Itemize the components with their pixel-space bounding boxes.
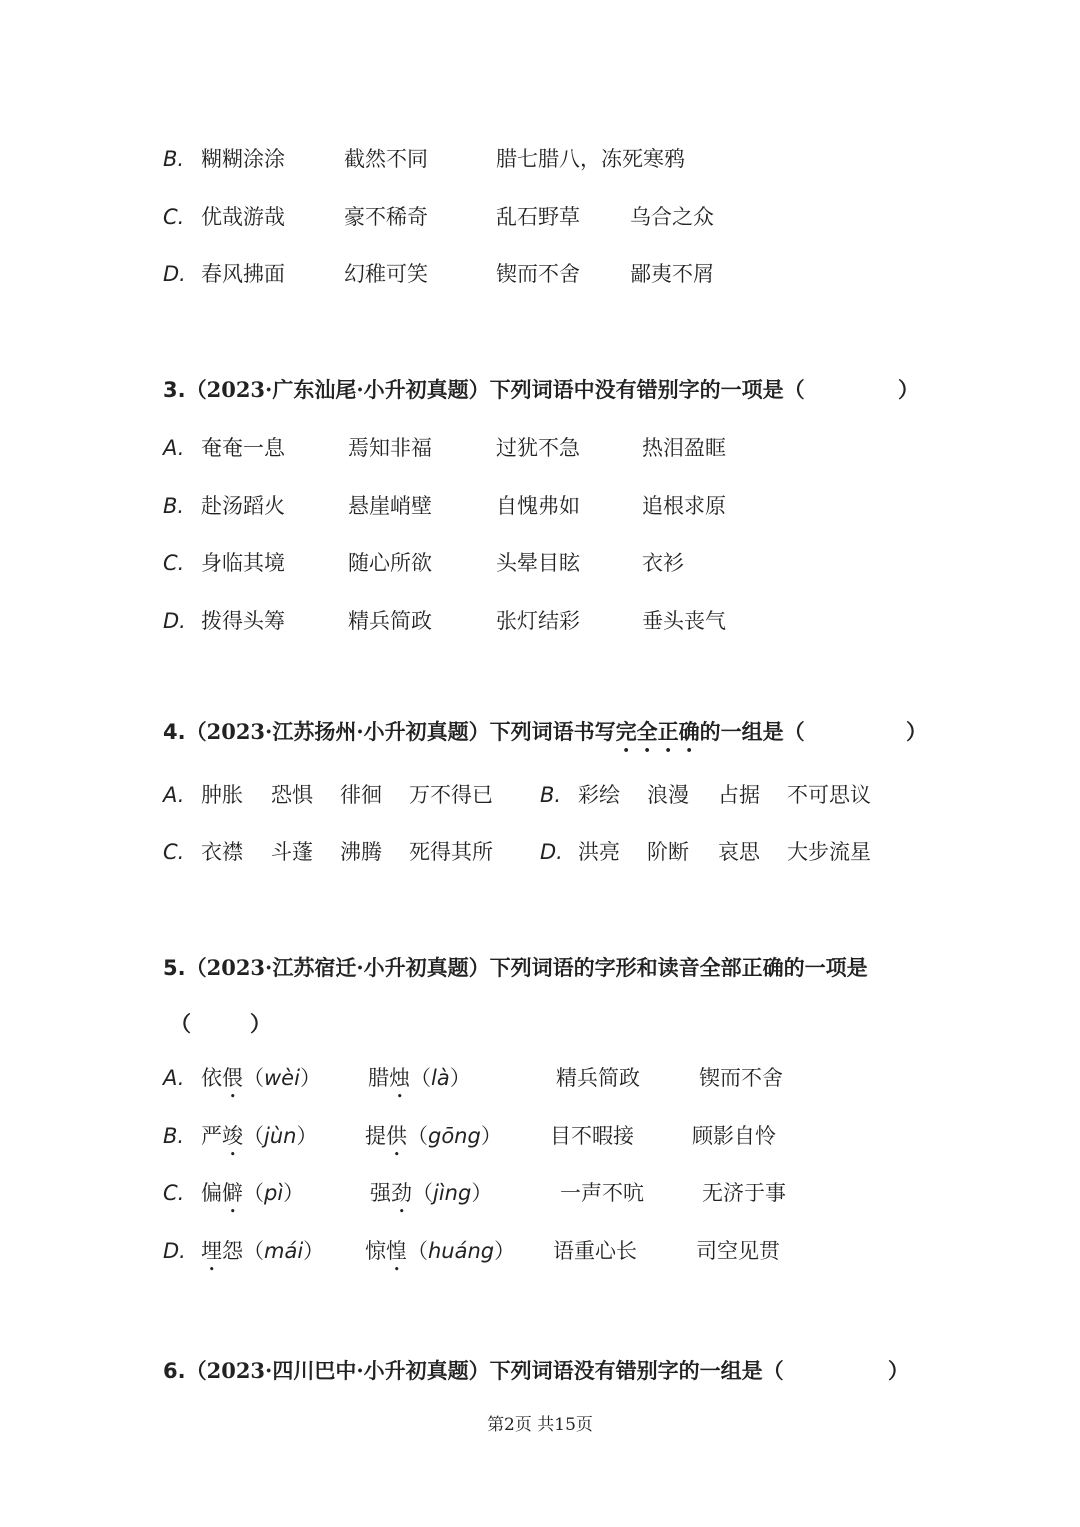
option-word: 拨得头筹	[201, 609, 285, 633]
word-char: （	[407, 1239, 428, 1263]
option-word: 衣襟	[201, 840, 243, 864]
option-word: 肿胀	[201, 783, 243, 807]
option-word: 头晕目眩	[496, 551, 580, 575]
word-char: 怨（	[222, 1239, 264, 1263]
option-label: D.	[540, 840, 563, 864]
word-char: 惊	[365, 1239, 386, 1263]
paren: ）	[283, 1181, 305, 1205]
option-word: 徘徊	[340, 783, 382, 807]
option-word: 随心所欲	[348, 551, 432, 575]
pinyin: huáng	[428, 1239, 495, 1263]
option-label: A.	[163, 783, 185, 807]
option-word: 阶断	[647, 840, 689, 864]
option-word: 无济于事	[702, 1181, 786, 1205]
option-word-with-pinyin	[365, 1116, 502, 1161]
question-4-stem	[163, 712, 927, 757]
option-word: 春风拂面	[201, 262, 285, 286]
emphasized-char: 劲	[391, 1181, 412, 1205]
word-char: 偏	[201, 1181, 222, 1205]
question-text-end: 的一组是（	[699, 719, 805, 744]
option-word-with-pinyin	[201, 1173, 304, 1218]
option-label: D.	[163, 1239, 186, 1263]
option-label: A.	[163, 1066, 185, 1090]
option-word: 垂头丧气	[642, 609, 726, 633]
option-word: 万不得已	[409, 783, 493, 807]
option-label: B.	[163, 1124, 185, 1148]
option-word: 焉知非福	[348, 436, 432, 460]
option-word: 大步流星	[787, 840, 871, 864]
answer-paren-close: ）	[250, 1011, 271, 1036]
option-word: 司空见贯	[696, 1239, 780, 1263]
option-word: 优哉游哉	[201, 205, 285, 229]
option-word: 腊七腊八，冻死寒鸦	[496, 147, 685, 171]
option-word: 豪不稀奇	[344, 205, 428, 229]
option-word: 不可思议	[787, 783, 871, 807]
option-word: 乱石野草	[496, 205, 580, 229]
option-word: 糊糊涂涂	[201, 147, 285, 171]
pinyin: là	[431, 1066, 450, 1090]
pinyin: jùn	[264, 1124, 297, 1148]
emphasized-char: 埋	[201, 1239, 222, 1263]
question-number: 5.	[163, 956, 186, 980]
paren: ）	[303, 1239, 325, 1263]
option-label: B.	[163, 494, 185, 518]
option-label: C.	[163, 551, 185, 575]
word-char: （	[243, 1066, 264, 1090]
option-word: 占据	[718, 783, 760, 807]
option-word: 锲而不舍	[699, 1066, 783, 1090]
answer-paren-close: ）	[906, 719, 927, 744]
word-char: （	[412, 1181, 433, 1205]
option-word: 哀思	[718, 840, 760, 864]
paren: ）	[299, 1066, 321, 1090]
word-char: 提	[365, 1124, 386, 1148]
question-number: 3.	[163, 378, 186, 402]
word-char: （	[410, 1066, 431, 1090]
question-6-stem	[163, 1351, 923, 1391]
question-text: （2023·江苏宿迁·小升初真题）下列词语的字形和读音全部正确的一项是	[185, 955, 868, 980]
option-word: 追根求原	[642, 494, 726, 518]
question-3-stem	[163, 370, 923, 410]
word-char: （	[243, 1124, 264, 1148]
option-word: 浪漫	[647, 783, 689, 807]
option-word: 身临其境	[201, 551, 285, 575]
pinyin: mái	[264, 1239, 304, 1263]
option-word: 恐惧	[271, 783, 313, 807]
option-word: 幻稚可笑	[344, 262, 428, 286]
option-word: 悬崖峭壁	[348, 494, 432, 518]
option-word: 奄奄一息	[201, 436, 285, 460]
option-word: 赴汤蹈火	[201, 494, 285, 518]
word-char: 腊	[368, 1066, 389, 1090]
option-word: 顾影自怜	[692, 1124, 776, 1148]
option-word: 洪亮	[578, 840, 620, 864]
emphasized-char: 僻	[222, 1181, 243, 1205]
option-word: 精兵简政	[556, 1066, 640, 1090]
option-word: 过犹不急	[496, 436, 580, 460]
emphasized-char: 竣	[222, 1124, 243, 1148]
pinyin: gōng	[428, 1124, 481, 1148]
option-word-with-pinyin	[368, 1058, 471, 1103]
option-word: 沸腾	[340, 840, 382, 864]
option-label: C.	[163, 1181, 185, 1205]
option-label: C.	[163, 840, 185, 864]
word-char: 强	[370, 1181, 391, 1205]
word-char: （	[243, 1181, 264, 1205]
option-label: D.	[163, 609, 186, 633]
paren: ）	[494, 1239, 516, 1263]
option-word: 目不暇接	[550, 1124, 634, 1148]
option-label: C.	[163, 205, 185, 229]
option-word: 自愧弗如	[496, 494, 580, 518]
option-word-with-pinyin	[201, 1116, 317, 1161]
option-label: B.	[163, 147, 185, 171]
emphasized-char: 惶	[386, 1239, 407, 1263]
word-char: （	[407, 1124, 428, 1148]
paren: ）	[296, 1124, 318, 1148]
pinyin: pì	[264, 1181, 284, 1205]
pinyin: jìng	[433, 1181, 472, 1205]
question-number: 6.	[163, 1359, 186, 1383]
option-word: 一声不吭	[560, 1181, 644, 1205]
emphasized-char: 烛	[389, 1066, 410, 1090]
option-word: 彩绘	[578, 783, 620, 807]
answer-paren-close: ）	[898, 377, 919, 402]
option-word: 锲而不舍	[496, 262, 580, 286]
paren: ）	[449, 1066, 471, 1090]
question-number: 4.	[163, 720, 186, 744]
option-word: 截然不同	[344, 147, 428, 171]
emphasized-text: 完全正确	[615, 719, 700, 744]
option-word: 衣衫	[642, 551, 684, 575]
word-char: 依	[201, 1066, 222, 1090]
page-footer: 第2页 共15页	[487, 1415, 593, 1435]
pinyin: wèi	[264, 1066, 300, 1090]
word-char: 严	[201, 1124, 222, 1148]
option-word: 斗蓬	[271, 840, 313, 864]
paren: ）	[471, 1181, 493, 1205]
option-word: 热泪盈眶	[642, 436, 726, 460]
question-text: （2023·广东汕尾·小升初真题）下列词语中没有错别字的一项是（	[185, 377, 805, 402]
option-word-with-pinyin	[370, 1173, 492, 1218]
option-word: 鄙夷不屑	[630, 262, 714, 286]
option-label: A.	[163, 436, 185, 460]
option-word: 乌合之众	[630, 205, 714, 229]
question-text: （2023·江苏扬州·小升初真题）下列词语书写	[185, 719, 616, 744]
option-label: D.	[163, 262, 186, 286]
paren: ）	[480, 1124, 502, 1148]
question-5-stem	[163, 948, 923, 988]
answer-paren-close: ）	[888, 1358, 909, 1383]
option-word-with-pinyin	[201, 1058, 321, 1103]
question-text: （2023·四川巴中·小升初真题）下列词语没有错别字的一组是（	[185, 1358, 784, 1383]
answer-paren-open: （	[170, 1011, 191, 1036]
option-word-with-pinyin	[201, 1231, 324, 1276]
option-word: 精兵简政	[348, 609, 432, 633]
option-word: 死得其所	[409, 840, 493, 864]
emphasized-char: 偎	[222, 1066, 243, 1090]
emphasized-char: 供	[386, 1124, 407, 1148]
option-word: 张灯结彩	[496, 609, 580, 633]
option-label: B.	[540, 783, 562, 807]
option-word: 语重心长	[553, 1239, 637, 1263]
option-word-with-pinyin	[365, 1231, 515, 1276]
